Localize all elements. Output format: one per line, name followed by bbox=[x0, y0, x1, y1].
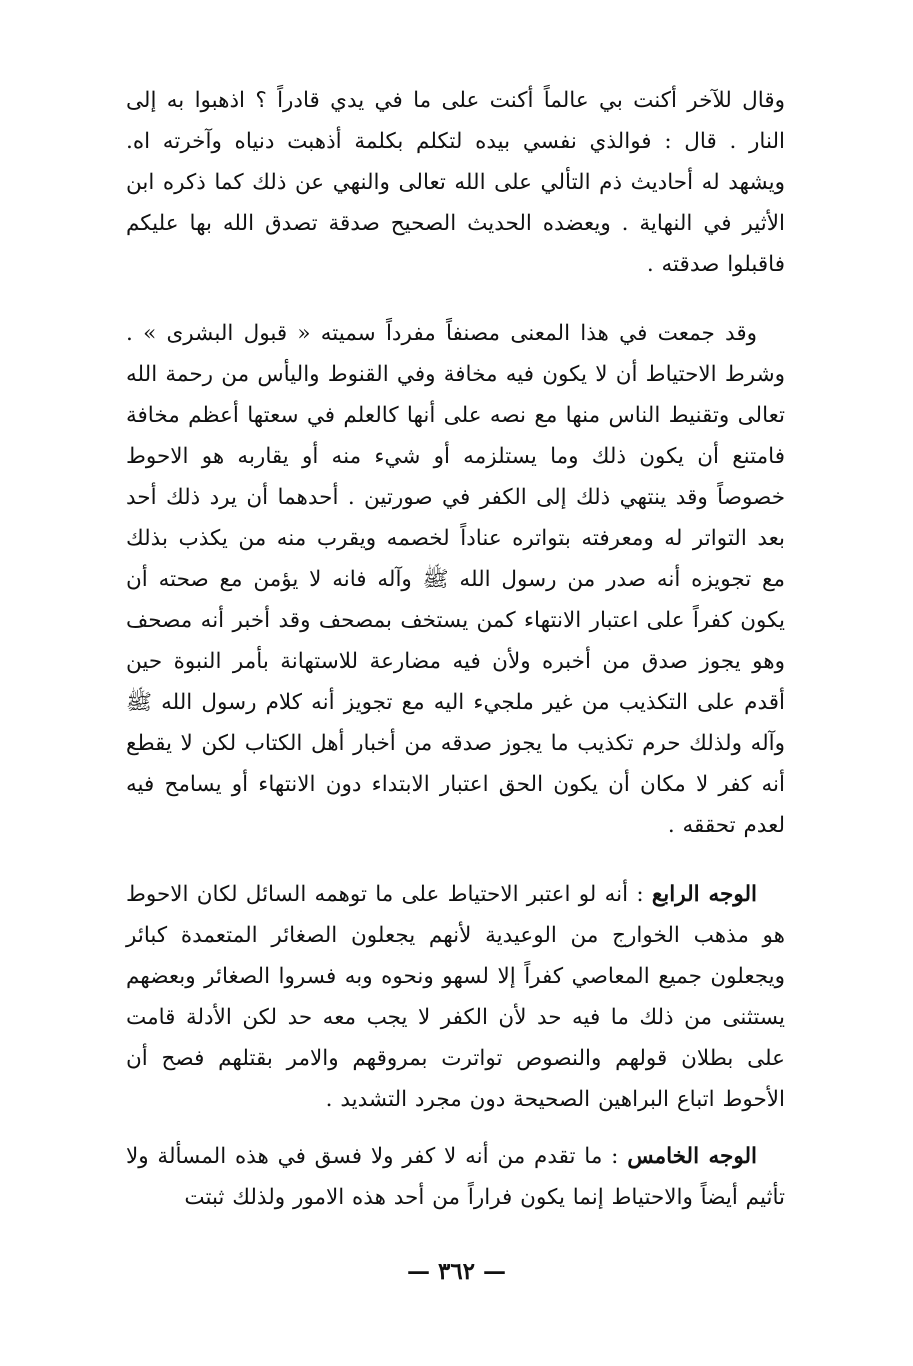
paragraph-2-text: وقد جمعت في هذا المعنى مصنفاً مفرداً سميته « قبول البشرى » . وشرط الاحتياط أن لا يكون فيه مخافة وفي القنوط واليأس من رحمة الله تعالى وتقنيط الناس منها مع نصه على أنها كالعلم في سعتها أعظم مخافة فامتنع أن يكون ذلك وما يستلزمه أو شيء منه أو يقاربه هو الاحوط خصوصاً وقد ينتهي ذلك إلى الكفر في صورتين . أحدهما أن يرد ذلك أحد بعد التواتر له ومعرفته بتواتره عناداً لخصمه ويقرب منه من يكذب بذلك مع تجويزه أنه صدر من رسول الله ﷺ وآله فانه لا يؤمن مع صحته أن يكون كفراً على اعتبار الانتهاء كمن يستخف بمصحف وقد أخبر أنه مصحف وهو يجوز صدق من أخبره ولأن فيه مضارعة للاستهانة بأمر النبوة حين أقدم على التكذيب من غير ملجيء اليه مع تجويز أنه كلام رسول الله ﷺ وآله ولذلك حرم تكذيب ما يجوز صدقه من أخبار أهل الكتاب لكن لا يقطع أنه كفر لا مكان أن يكون الحق اعتبار الابتداء دون الانتهاء أو يسامح فيه لعدم تحققه . bbox=[126, 321, 785, 838]
paragraph-2 bbox=[126, 313, 785, 846]
paragraph-1 bbox=[126, 80, 785, 285]
page-number: — ٣٦٢ — bbox=[406, 1258, 507, 1285]
paragraph-1-text: وقال للآخر أكنت بي عالماً أكنت على ما في يدي قادراً ؟ اذهبوا به إلى النار . قال : فوالذي نفسي بيده لتكلم بكلمة أذهبت دنياه وآخرته اه. ويشهد له أحاديث ذم التألي على الله تعالى والنهي عن ذلك كما ذكره ابن الأثير في النهاية . ويعضده الحديث الصحيح صدقة تصدق الله بها عليكم فاقبلوا صدقته . bbox=[126, 88, 785, 277]
paragraph-4 bbox=[126, 1136, 785, 1218]
paragraph-3-heading: الوجه الرابع bbox=[651, 882, 757, 907]
paragraph-4-text: : ما تقدم من أنه لا كفر ولا فسق في هذه المسألة ولا تأثيم أيضاً والاحتياط إنما يكون فراراً من أحد هذه الامور ولذلك ثبتت bbox=[126, 1144, 785, 1210]
page-body bbox=[126, 80, 785, 1218]
paragraph-3 bbox=[126, 874, 785, 1120]
paragraph-4-heading: الوجه الخامس bbox=[627, 1144, 757, 1169]
paragraph-3-text: : أنه لو اعتبر الاحتياط على ما توهمه السائل لكان الاحوط هو مذهب الخوارج من الوعيدية لأنهم يجعلون الصغائر المتعمدة كبائر ويجعلون جميع المعاصي كفراً إلا لسهو ونحوه وبه فسروا الصغائر وبعضهم يستثنى من ذلك ما فيه حد لأن الكفر لا يجب معه حد لكن الأدلة قامت على بطلان قولهم والنصوص تواترت بمروقهم والامر بقتلهم فصح أن الأحوط اتباع البراهين الصحيحة دون مجرد التشديد . bbox=[126, 882, 785, 1112]
